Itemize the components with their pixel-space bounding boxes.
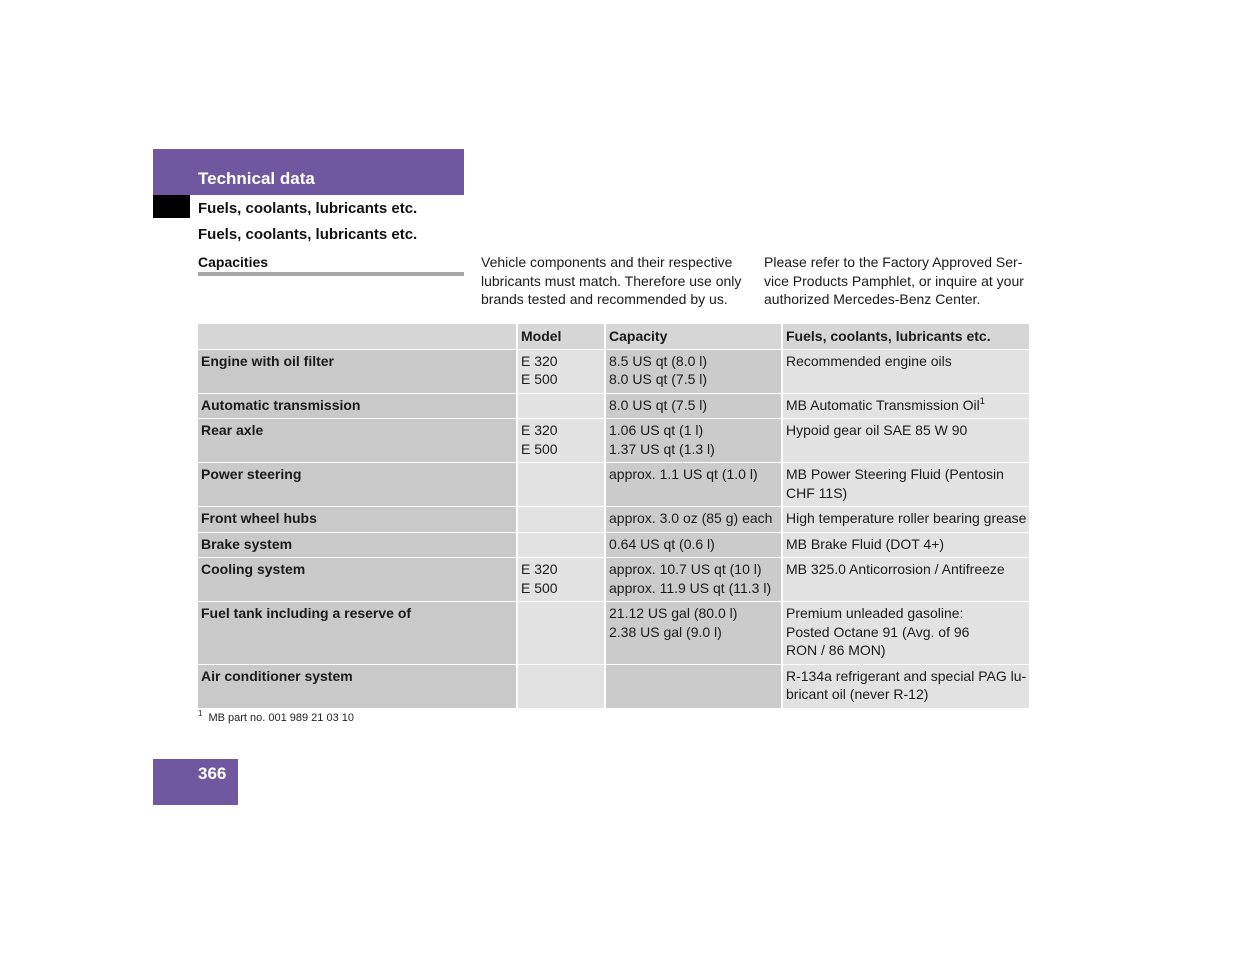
cell-fluid: MB Automatic Transmission Oil$^1$ [781,394,1029,420]
footnote-text: MB part no. 001 989 21 03 10 [208,712,355,724]
cell-capacity: 21.12 US gal (80.0 l) 2.38 US gal (9.0 l) [604,602,781,665]
table-row [198,419,1029,463]
table-row [198,665,1029,709]
table-row [198,394,1029,420]
page-heading: Fuels, coolants, lubricants etc. [198,226,418,243]
cell-fluid: MB Brake Fluid (DOT 4+) [781,533,1029,559]
cell-capacity: 1.06 US qt (1 l) 1.37 US qt (1.3 l) [604,419,781,463]
cell-fluid: MB 325.0 Anticorrosion / Antifreeze [781,558,1029,602]
header-model: Model [516,324,604,350]
cell-capacity: 8.5 US qt (8.0 l) 8.0 US qt (7.5 l) [604,350,781,394]
table-row [198,602,1029,665]
cell-capacity: 0.64 US qt (0.6 l) [604,533,781,559]
cell-model: E 320 E 500 [516,419,604,463]
intro-text-right: Please refer to the Factory Approved Ser- vice Products Pamphlet, or inquire at your authorized Mercedes-Benz Center. [764,254,1024,307]
cell-capacity: approx. 1.1 US qt (1.0 l) [604,463,781,507]
capacities-table [198,324,1029,709]
cell-model [516,602,604,665]
running-subtitle: Fuels, coolants, lubricants etc. [198,200,418,217]
footnote-ref: 1 [979,395,985,406]
cell-capacity: 8.0 US qt (7.5 l) [604,394,781,420]
cell-component: Engine with oil filter [198,350,516,394]
cell-model [516,394,604,420]
page-number: 366 [198,764,227,783]
header-component [198,324,516,350]
intro-text-left: Vehicle components and their respective lubricants must match. Therefore use only brands tested and recommended by us. [481,254,742,307]
cell-model [516,533,604,559]
section-marker [153,195,190,218]
table-row [198,507,1029,533]
cell-component: Cooling system [198,558,516,602]
section-title: Technical data [198,169,315,188]
cell-component: Front wheel hubs [198,507,516,533]
cell-component: Fuel tank including a reserve of [198,602,516,665]
table-row [198,533,1029,559]
cell-capacity: approx. 3.0 oz (85 g) each [604,507,781,533]
table-row [198,558,1029,602]
cell-component: Automatic transmission [198,394,516,420]
cell-fluid: High temperature roller bearing grease [781,507,1029,533]
header-capacity: Capacity [604,324,781,350]
footnote [198,709,354,724]
cell-component: Brake system [198,533,516,559]
cell-capacity [604,665,781,709]
header-fluids: Fuels, coolants, lubricants etc. [781,324,1029,350]
cell-fluid: MB Power Steering Fluid (Pentosin CHF 11S) [781,463,1029,507]
cell-component: Air conditioner system [198,665,516,709]
cell-fluid: Premium unleaded gasoline: Posted Octane 91 (Avg. of 96 RON / 86 MON) [781,602,1029,665]
cell-capacity: approx. 10.7 US qt (10 l) approx. 11.9 US qt (11.3 l) [604,558,781,602]
cell-model [516,665,604,709]
table-row [198,350,1029,394]
cell-model: E 320 E 500 [516,350,604,394]
footnote-mark: 1 [198,709,203,718]
cell-component: Rear axle [198,419,516,463]
table-body [198,350,1029,709]
cell-fluid: R-134a refrigerant and special PAG lu- bricant oil (never R-12) [781,665,1029,709]
cell-model [516,463,604,507]
cell-fluid: Hypoid gear oil SAE 85 W 90 [781,419,1029,463]
cell-component: Power steering [198,463,516,507]
cell-model: E 320 E 500 [516,558,604,602]
capacities-heading: Capacities [198,254,269,270]
cell-model [516,507,604,533]
table-row [198,463,1029,507]
table-header-row [198,324,1029,350]
cell-fluid: Recommended engine oils [781,350,1029,394]
heading-underline [198,272,464,276]
